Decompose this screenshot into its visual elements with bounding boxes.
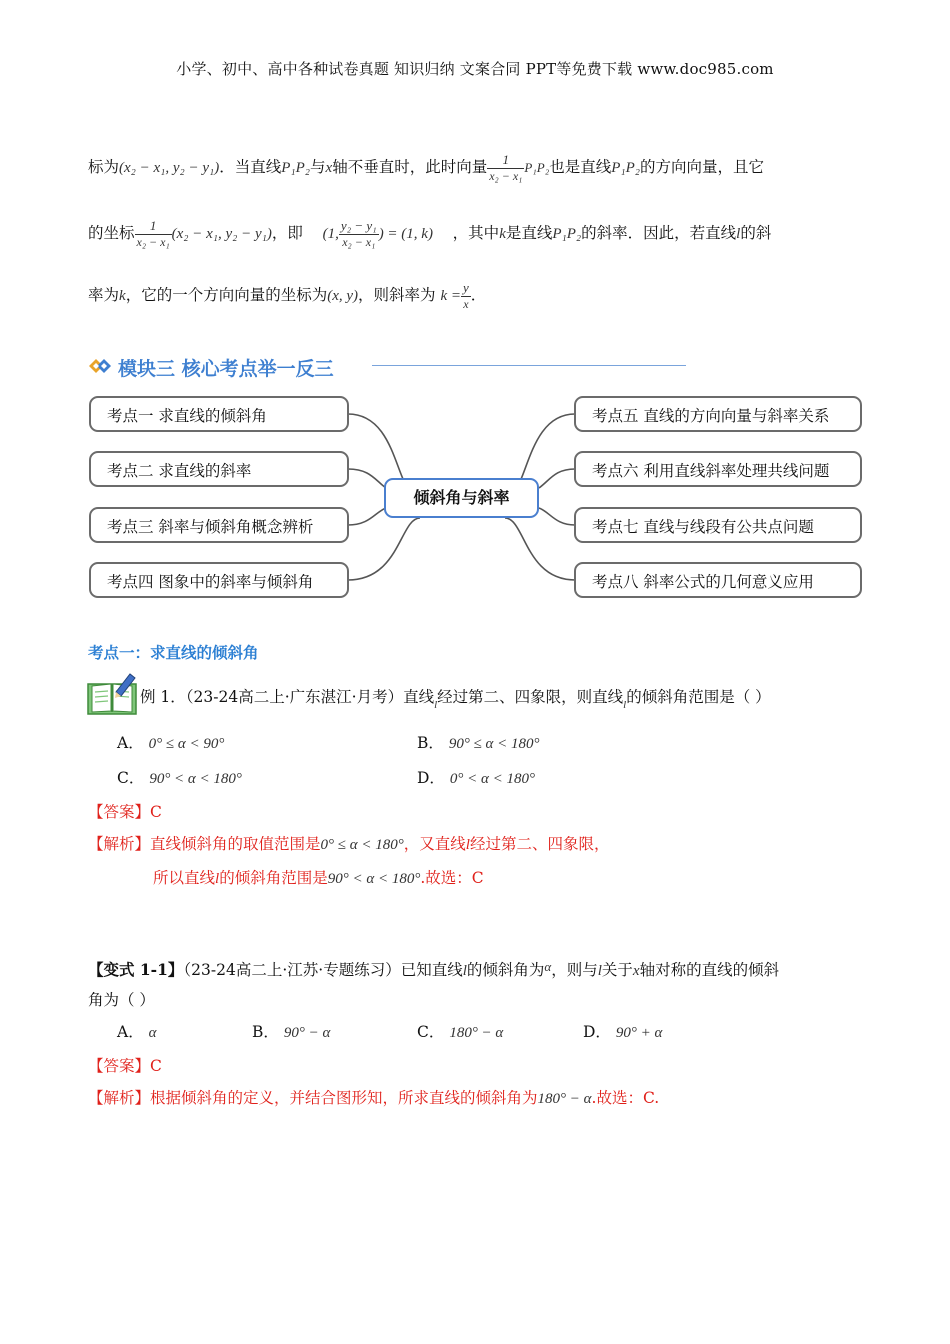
math-vector-p1p2: P₁P₂ [524, 160, 550, 175]
fraction-denominator: x₂ − x₁ [136, 235, 170, 249]
text: 经过第二、四象限，则直线 [437, 688, 624, 706]
text: 轴不垂直时，此时向量 [332, 158, 488, 176]
text: 率为 [88, 286, 120, 304]
math-fraction [135, 218, 172, 250]
option-math: 0° ≤ α < 90° [148, 736, 225, 752]
text: 根据倾斜角的定义，并结合图形知，所求直线的倾斜角为 [150, 1089, 538, 1107]
option-letter: C． [117, 769, 145, 787]
option-math: 90° < α < 180° [149, 771, 242, 787]
mindmap-left-item-4: 考点四 图象中的斜率与倾斜角 [89, 562, 349, 598]
text: 关于 [601, 961, 633, 979]
math-l: l [215, 871, 220, 887]
module-title: 模块三 核心考点举一反三 [118, 358, 334, 380]
variant-option-c [417, 1020, 503, 1042]
text: ，又直线 [403, 835, 466, 853]
variant-1-1-question [88, 958, 779, 980]
connector-right-2 [539, 469, 575, 488]
math-line: P₁P₂ [281, 160, 311, 176]
text: ，它的一个方向向量的坐标为 [125, 286, 328, 304]
example-1-analysis-2 [153, 866, 484, 888]
option-math: 180° − α [449, 1025, 504, 1041]
paragraph-line-2 [88, 218, 771, 250]
paragraph-line-3 [88, 280, 486, 312]
variant-analysis [88, 1086, 659, 1108]
text: 的倾斜角范围是 [219, 869, 328, 887]
variant-tag: 【变式 1-1】 [88, 960, 184, 979]
connector-right-3 [539, 508, 575, 525]
option-math: α [148, 1025, 157, 1041]
math-fraction [461, 280, 471, 312]
math-l: l [736, 226, 741, 242]
section-title: 考点一：求直线的倾斜角 [88, 643, 259, 662]
variant-1-1-question-2: 角为（ ） [88, 991, 155, 1009]
math-vector: (x, y) [327, 288, 359, 304]
text: 的斜率．因此，若直线 [581, 224, 737, 242]
option-letter: A． [117, 1023, 144, 1041]
example-1-option-b [417, 731, 540, 753]
mindmap-left-item-1: 考点一 求直线的倾斜角 [89, 396, 349, 432]
text: （23-24高二上·广东湛江·月考）直线 [185, 688, 435, 706]
text: （23-24高二上·江苏·专题练习）已知直线 [183, 961, 463, 979]
module-title-rule [372, 365, 686, 366]
text: 的倾斜角为 [466, 961, 545, 979]
math-x: x [325, 160, 333, 176]
math-line: P₁P₂ [552, 226, 582, 242]
text: 也是直线 [549, 158, 612, 176]
math-k: k [499, 226, 506, 242]
variant-answer: 【答案】C [88, 1057, 162, 1075]
text: 的斜 [740, 224, 772, 242]
math-fraction [487, 152, 524, 184]
text: ，则斜率为 [358, 286, 436, 304]
fraction-numerator: 1 [135, 218, 172, 235]
fraction-numerator: y₂ − y₁ [340, 218, 377, 233]
analysis-tag: 【解析】 [88, 835, 151, 853]
fraction-denominator: x [463, 297, 469, 311]
option-letter: C． [417, 1023, 445, 1041]
math-k: k [119, 288, 126, 304]
math-l: l [597, 963, 602, 979]
fraction-numerator: y [463, 280, 469, 295]
option-letter: D． [583, 1023, 611, 1041]
math-range: 90° < α < 180° [327, 871, 421, 887]
math-l: l [623, 699, 627, 711]
math-expr: 180° − α [537, 1091, 592, 1107]
text: ．当直线 [219, 158, 282, 176]
example-1-question [140, 685, 771, 711]
math-expr: (1, [322, 226, 339, 242]
math-range: 0° ≤ α < 180° [320, 837, 404, 853]
text: ． [470, 286, 487, 304]
text: 的倾斜角范围是（ ） [626, 688, 771, 706]
text: 与 [310, 158, 326, 176]
connector-left-4 [348, 518, 420, 580]
double-chevron-icon [89, 358, 115, 378]
connector-left-2 [348, 469, 386, 488]
math-alpha: α [544, 959, 552, 974]
math-l: l [434, 699, 438, 711]
math-fraction [339, 218, 379, 250]
option-letter: A． [117, 734, 144, 752]
analysis-tag: 【解析】 [88, 1089, 151, 1107]
book-pencil-icon [86, 672, 140, 720]
option-math: 90° ≤ α < 180° [448, 736, 540, 752]
math-k: k = [440, 288, 461, 304]
math-line: P₁P₂ [611, 160, 641, 176]
example-1-option-c [117, 766, 242, 788]
text: ，即 [271, 224, 303, 242]
connector-left-3 [348, 508, 386, 525]
text: 直线倾斜角的取值范围是 [150, 835, 321, 853]
text: 的坐标 [88, 224, 135, 242]
example-1-answer: 【答案】C [88, 803, 162, 821]
text: 所以直线 [153, 869, 216, 887]
option-math: 90° − α [283, 1025, 331, 1041]
mindmap-right-item-4: 考点八 斜率公式的几何意义应用 [574, 562, 862, 598]
text: 标为 [88, 158, 120, 176]
math-x: x [632, 963, 640, 979]
connector-right-4 [505, 518, 575, 580]
variant-option-a [117, 1020, 157, 1042]
mindmap-right-item-3: 考点七 直线与线段有公共点问题 [574, 507, 862, 543]
fraction-denominator: x₂ − x₁ [489, 169, 523, 183]
option-math: 90° + α [615, 1025, 663, 1041]
mindmap-left-item-3: 考点三 斜率与倾斜角概念辨析 [89, 507, 349, 543]
math-vector: (x₂ − x₁, y₂ − y₁) [171, 226, 272, 242]
text: .故选：C [420, 869, 484, 887]
mindmap-left-item-2: 考点二 求直线的斜率 [89, 451, 349, 487]
variant-option-b [252, 1020, 330, 1042]
text: 轴对称的直线的倾斜 [639, 961, 780, 979]
text: 是直线 [505, 224, 553, 242]
example-1-analysis [88, 832, 609, 854]
page-header: 小学、初中、高中各种试卷真题 知识归纳 文案合同 PPT等免费下载 www.doc985.com [176, 60, 774, 78]
mindmap-right-item-2: 考点六 利用直线斜率处理共线问题 [574, 451, 862, 487]
math-expr: ) = (1, k) [378, 226, 433, 242]
example-label: 例 1． [140, 688, 186, 706]
math-vector: (x₂ − x₁, y₂ − y₁) [119, 160, 220, 176]
mindmap-right-item-1: 考点五 直线的方向向量与斜率关系 [574, 396, 862, 432]
text: .故选：C. [591, 1089, 660, 1107]
text: 的方向向量，且它 [640, 158, 765, 176]
math-l: l [465, 837, 470, 853]
text: ，则与 [551, 961, 598, 979]
text: ，其中 [452, 224, 500, 242]
example-1-option-a [117, 731, 224, 753]
option-letter: B． [252, 1023, 279, 1041]
fraction-denominator: x₂ − x₁ [342, 235, 376, 249]
fraction-numerator: 1 [487, 152, 524, 169]
option-letter: B． [417, 734, 444, 752]
option-math: 0° < α < 180° [449, 771, 535, 787]
paragraph-line-1 [88, 152, 764, 184]
variant-option-d [583, 1020, 662, 1042]
example-1-option-d [417, 766, 535, 788]
text: 经过第二、四象限， [469, 835, 610, 853]
math-l: l [462, 963, 467, 979]
mindmap-center: 倾斜角与斜率 [384, 478, 539, 518]
option-letter: D． [417, 769, 445, 787]
